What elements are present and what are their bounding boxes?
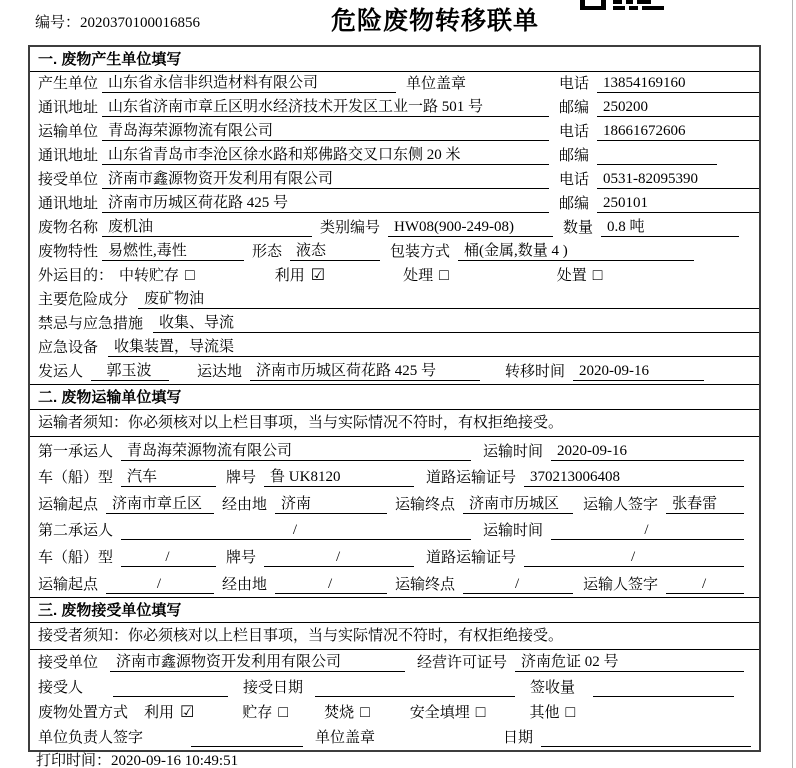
field-value: 郭玉波 <box>91 362 169 381</box>
field-label: 发运人 <box>38 364 84 380</box>
row-first-carrier <box>30 437 759 464</box>
field-value: 汽车 <box>121 468 216 487</box>
field-value: 青岛海荣源物流有限公司 <box>121 442 471 461</box>
seal-label: 单位盖章 <box>406 76 467 92</box>
row-hazard-components <box>30 288 759 312</box>
field-label: 运输人签字 <box>583 496 659 513</box>
option-label: 安全填埋 <box>409 704 470 721</box>
field-value: 济南市历城区 <box>463 495 573 514</box>
checkbox-checked-icon: ☑ <box>310 267 326 284</box>
option-label: 处理 <box>403 268 434 284</box>
page-edge-line <box>792 0 793 768</box>
row-route-2 <box>30 570 759 597</box>
field-label: 车（船）型 <box>38 549 114 566</box>
field-label: 经由地 <box>222 496 268 513</box>
print-time <box>36 754 238 768</box>
option-other <box>529 704 575 722</box>
field-value: 山东省青岛市李沧区徐水路和郑佛路交叉口东侧 20 米 <box>102 146 549 165</box>
option-label: 贮存 <box>242 704 273 721</box>
option-transfer-storage <box>119 267 195 285</box>
option-label: 利用 <box>144 704 175 721</box>
field-label: 运输终点 <box>395 496 456 513</box>
field-value: / <box>463 575 573 594</box>
field-label: 邮编 <box>558 100 589 116</box>
row-emergency-equipment <box>30 336 759 360</box>
field-label: 签收量 <box>530 679 576 696</box>
field-label: 电话 <box>558 172 589 188</box>
field-label: 车（船）型 <box>38 470 114 487</box>
checkbox-icon: □ <box>439 267 449 284</box>
field-value: / <box>121 548 216 567</box>
field-label: 产生单位 <box>38 76 99 92</box>
option-utilize <box>275 267 325 285</box>
document-title: 危险废物转移联单 <box>331 7 540 35</box>
print-time-value: 2020-09-16 10:49:51 <box>111 753 239 768</box>
field-label: 接受单位 <box>38 172 99 188</box>
checkbox-icon: □ <box>475 703 486 721</box>
field-value: 易燃性,毒性 <box>102 242 244 261</box>
field-label: 通讯地址 <box>38 196 99 212</box>
checkbox-icon: □ <box>185 267 195 284</box>
option-label: 处置 <box>556 268 587 284</box>
field-value: 0.8 吨 <box>601 218 739 237</box>
field-value: 废矿物油 <box>138 290 759 309</box>
field-label: 运输终点 <box>395 576 456 593</box>
section-transport-title: 二. 废物运输单位填写 <box>30 384 759 410</box>
row-transport-address <box>30 144 759 168</box>
row-taboo-measures <box>30 312 759 336</box>
option-storage <box>242 704 288 722</box>
field-label: 外运目的： <box>38 268 114 284</box>
field-label: 接受人 <box>38 679 84 696</box>
field-value: 济南市历城区荷花路 425 号 <box>250 362 480 381</box>
field-label: 应急设备 <box>38 340 99 356</box>
seal-label: 单位盖章 <box>315 729 376 746</box>
field-value <box>315 696 515 697</box>
field-label: 单位负责人签字 <box>38 729 144 746</box>
option-label: 焚烧 <box>324 704 355 721</box>
field-value: / <box>121 521 471 540</box>
field-label: 电话 <box>558 76 589 92</box>
field-label: 形态 <box>252 244 283 260</box>
row-disposal-method <box>30 700 759 725</box>
field-value <box>541 746 751 747</box>
field-value: 济南市章丘区 <box>106 495 214 514</box>
field-value: HW08(900-249-08) <box>388 218 553 237</box>
option-label: 其他 <box>529 704 560 721</box>
row-receiver-person <box>30 675 759 700</box>
field-value: 桶(金属,数量 4 ) <box>458 242 694 261</box>
field-label: 日期 <box>502 729 533 746</box>
field-label: 废物特性 <box>38 244 99 260</box>
row-receiver-unit <box>30 168 759 192</box>
checkbox-icon: □ <box>592 267 603 284</box>
field-value: 收集、导流 <box>153 314 759 333</box>
field-label: 废物处置方式 <box>38 704 129 721</box>
field-value: 青岛海荣源物流有限公司 <box>102 122 549 141</box>
option-incinerate <box>324 704 370 722</box>
row-second-carrier <box>30 517 759 544</box>
field-label: 接受日期 <box>243 679 304 696</box>
row-vehicle-1 <box>30 464 759 491</box>
transport-notice: 运输者须知：你必须核对以上栏目事项，当与实际情况不符时，有权拒绝接受。 <box>30 410 759 437</box>
field-label: 包装方式 <box>390 244 451 260</box>
field-label: 运达地 <box>197 364 243 380</box>
field-value: 250101 <box>597 194 759 213</box>
row-receiver-company <box>30 650 759 675</box>
field-value: 济南市鑫源物资开发利用有限公司 <box>102 170 549 189</box>
row-responsible-signature <box>30 725 759 750</box>
field-value: / <box>551 521 744 540</box>
field-value: 2020-09-16 <box>551 442 744 461</box>
field-value: 济南市鑫源物资开发利用有限公司 <box>110 653 405 672</box>
checkbox-icon: □ <box>360 703 370 721</box>
field-value: 0531-82095390 <box>597 170 759 189</box>
row-transfer-purpose <box>30 264 759 288</box>
field-value <box>593 696 734 697</box>
field-label: 经由地 <box>222 576 268 593</box>
serial-label: 编号： <box>35 15 81 31</box>
section-producer-title: 一. 废物产生单位填写 <box>30 47 759 72</box>
field-label: 经营许可证号 <box>417 654 508 671</box>
field-value: 山东省永信非织造材料有限公司 <box>102 74 396 93</box>
field-label: 转移时间 <box>505 364 566 380</box>
field-value: 250200 <box>597 98 759 117</box>
field-label: 类别编号 <box>320 220 381 236</box>
option-treat <box>403 267 449 285</box>
row-producer-unit <box>30 72 759 96</box>
field-value: 13854169160 <box>597 74 759 93</box>
field-value: 济南市历城区荷花路 425 号 <box>102 194 549 213</box>
field-label: 牌号 <box>226 470 257 487</box>
field-value <box>113 696 228 697</box>
field-value: 18661672606 <box>597 122 759 141</box>
field-value: 张春雷 <box>666 495 744 514</box>
field-value: 废机油 <box>102 218 312 237</box>
field-label: 牌号 <box>226 549 257 566</box>
field-label: 运输单位 <box>38 124 99 140</box>
field-value: / <box>264 548 414 567</box>
field-value: / <box>275 575 387 594</box>
field-value: / <box>106 575 214 594</box>
option-utilize <box>144 704 194 722</box>
row-vehicle-2 <box>30 543 759 570</box>
field-value: 液态 <box>290 242 380 261</box>
field-label: 通讯地址 <box>38 100 99 116</box>
field-value: / <box>666 575 744 594</box>
field-label: 废物名称 <box>38 220 99 236</box>
field-label: 邮编 <box>558 148 589 164</box>
field-label: 运输起点 <box>38 576 99 593</box>
field-label: 通讯地址 <box>38 148 99 164</box>
field-value: 2020-09-16 <box>573 362 704 381</box>
print-time-label: 打印时间： <box>36 753 112 768</box>
row-dispatch <box>30 360 759 384</box>
field-value: 鲁 UK8120 <box>264 468 414 487</box>
field-label: 道路运输证号 <box>426 470 517 487</box>
field-value: 370213006408 <box>524 468 744 487</box>
row-receiver-address <box>30 192 759 216</box>
row-transport-unit <box>30 120 759 144</box>
field-label: 运输人签字 <box>583 576 659 593</box>
row-waste-properties <box>30 240 759 264</box>
field-label: 运输起点 <box>38 496 99 513</box>
field-label: 运输时间 <box>483 523 544 540</box>
field-value: 收集装置，导流渠 <box>108 338 759 357</box>
field-label: 运输时间 <box>483 443 544 460</box>
option-landfill <box>410 704 486 722</box>
field-label: 第一承运人 <box>38 443 114 460</box>
field-label: 第二承运人 <box>38 523 114 540</box>
field-label: 数量 <box>563 220 594 236</box>
serial-number <box>35 11 200 32</box>
manifest-form <box>28 45 761 752</box>
row-producer-address <box>30 96 759 120</box>
field-label: 道路运输证号 <box>426 549 517 566</box>
field-value: 济南 <box>275 495 387 514</box>
section-receiver-title: 三. 废物接受单位填写 <box>30 597 759 623</box>
field-value: / <box>524 548 744 567</box>
row-waste-name <box>30 216 759 240</box>
field-label: 禁忌与应急措施 <box>38 316 144 332</box>
checkbox-icon: □ <box>278 703 289 721</box>
field-value: 济南危证 02 号 <box>515 653 744 672</box>
checkbox-checked-icon: ☑ <box>180 703 195 721</box>
field-value <box>597 164 717 165</box>
option-label: 中转贮存 <box>119 268 180 284</box>
option-label: 利用 <box>274 268 305 284</box>
field-label: 主要危险成分 <box>38 292 129 308</box>
row-route-1 <box>30 490 759 517</box>
field-label: 邮编 <box>558 196 589 212</box>
field-label: 电话 <box>558 124 589 140</box>
field-label: 接受单位 <box>38 654 99 671</box>
field-value: 山东省济南市章丘区明水经济技术开发区工业一路 501 号 <box>102 98 549 117</box>
option-dispose <box>557 267 603 285</box>
serial-value: 2020370100016856 <box>80 15 201 31</box>
qr-code-fragment <box>580 0 664 10</box>
receiver-notice: 接受者须知：你必须核对以上栏目事项，当与实际情况不符时，有权拒绝接受。 <box>30 623 759 650</box>
checkbox-icon: □ <box>565 703 576 721</box>
field-value <box>191 746 303 747</box>
